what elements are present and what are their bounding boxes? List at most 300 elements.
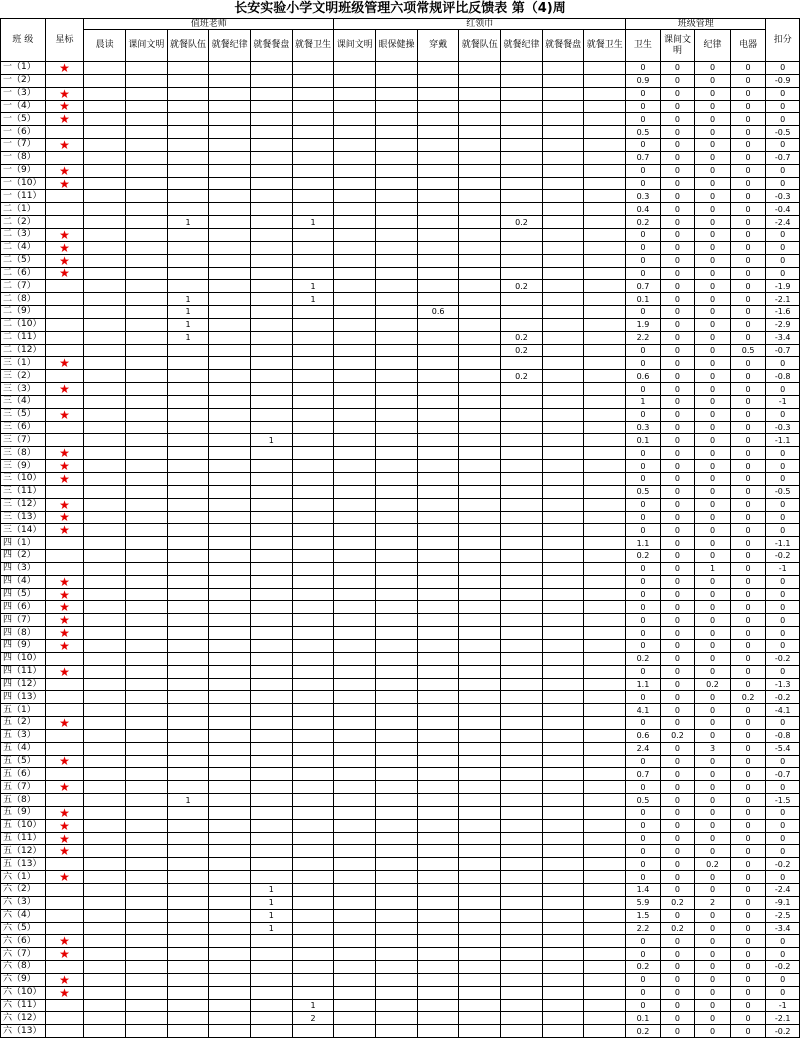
cell — [292, 909, 334, 922]
cell: 0 — [730, 254, 766, 267]
cell — [376, 909, 418, 922]
class-name-cell: 二（5） — [1, 254, 46, 267]
cell — [84, 678, 126, 691]
cell — [376, 177, 418, 190]
cell — [209, 884, 251, 897]
score-cell: -2.4 — [766, 216, 800, 229]
cell: 0 — [730, 575, 766, 588]
cell — [334, 935, 376, 948]
table-row — [1, 781, 800, 794]
cell: 0 — [695, 832, 731, 845]
cell — [292, 832, 334, 845]
cell — [542, 935, 584, 948]
cell — [584, 922, 626, 935]
cell — [334, 717, 376, 730]
cell — [126, 460, 168, 473]
cell — [334, 639, 376, 652]
cell — [84, 524, 126, 537]
cell — [126, 151, 168, 164]
cell — [167, 537, 209, 550]
cell — [209, 408, 251, 421]
class-name-cell: 二（10） — [1, 318, 46, 331]
cell — [84, 331, 126, 344]
class-name-cell: 六（7） — [1, 948, 46, 961]
column-header: 课间文明 — [334, 30, 376, 62]
cell — [126, 1012, 168, 1025]
cell: 0.2 — [660, 896, 695, 909]
cell: 1.5 — [626, 909, 661, 922]
cell — [167, 948, 209, 961]
cell — [376, 601, 418, 614]
cell: 0.1 — [626, 434, 661, 447]
cell: 0 — [626, 177, 661, 190]
cell — [376, 485, 418, 498]
cell — [459, 164, 501, 177]
star-cell — [45, 344, 84, 357]
cell — [84, 473, 126, 486]
table-row — [1, 652, 800, 665]
cell: 0 — [626, 627, 661, 640]
cell — [84, 845, 126, 858]
cell — [84, 383, 126, 396]
star-cell — [45, 318, 84, 331]
cell — [292, 935, 334, 948]
cell — [209, 293, 251, 306]
cell — [251, 665, 293, 678]
class-name-cell: 四（3） — [1, 562, 46, 575]
star-icon: ★ — [45, 588, 84, 601]
star-icon: ★ — [45, 383, 84, 396]
cell: 0.1 — [626, 1012, 661, 1025]
cell — [501, 665, 543, 678]
cell — [542, 383, 584, 396]
cell — [459, 832, 501, 845]
star-icon: ★ — [45, 241, 84, 254]
cell — [584, 537, 626, 550]
cell: 0 — [626, 845, 661, 858]
cell — [376, 203, 418, 216]
cell: 0 — [730, 306, 766, 319]
cell — [334, 216, 376, 229]
cell — [501, 241, 543, 254]
cell — [417, 935, 459, 948]
cell — [376, 871, 418, 884]
cell — [251, 717, 293, 730]
cell — [376, 961, 418, 974]
table-row — [1, 421, 800, 434]
cell — [584, 1012, 626, 1025]
cell — [167, 832, 209, 845]
cell: 1 — [167, 293, 209, 306]
cell — [584, 819, 626, 832]
cell — [459, 434, 501, 447]
table-row — [1, 228, 800, 241]
cell — [292, 447, 334, 460]
cell: 0 — [660, 139, 695, 152]
score-cell: -9.1 — [766, 896, 800, 909]
star-cell — [45, 768, 84, 781]
cell — [501, 678, 543, 691]
table-row — [1, 845, 800, 858]
class-name-cell: 六（12） — [1, 1012, 46, 1025]
cell — [334, 973, 376, 986]
cell — [501, 485, 543, 498]
cell — [251, 62, 293, 75]
cell — [542, 370, 584, 383]
cell — [542, 550, 584, 563]
class-name-cell: 三（12） — [1, 498, 46, 511]
cell — [417, 909, 459, 922]
cell — [126, 704, 168, 717]
cell: 0 — [730, 216, 766, 229]
cell — [459, 896, 501, 909]
cell — [126, 395, 168, 408]
star-icon: ★ — [45, 614, 84, 627]
cell: 2.2 — [626, 331, 661, 344]
star-cell — [45, 280, 84, 293]
cell — [542, 819, 584, 832]
class-name-cell: 四（11） — [1, 665, 46, 678]
cell — [542, 845, 584, 858]
cell — [584, 177, 626, 190]
cell: 0 — [695, 845, 731, 858]
cell: 0 — [730, 87, 766, 100]
cell — [84, 601, 126, 614]
cell — [459, 126, 501, 139]
table-row — [1, 434, 800, 447]
cell: 0 — [730, 627, 766, 640]
cell — [501, 306, 543, 319]
cell: 0 — [730, 601, 766, 614]
cell — [376, 550, 418, 563]
cell — [126, 691, 168, 704]
cell — [584, 691, 626, 704]
cell: 0 — [730, 858, 766, 871]
cell — [126, 768, 168, 781]
cell — [209, 498, 251, 511]
cell — [84, 460, 126, 473]
table-row — [1, 485, 800, 498]
cell: 2 — [695, 896, 731, 909]
cell: 0 — [660, 62, 695, 75]
cell: 0 — [695, 254, 731, 267]
class-name-cell: 六（1） — [1, 871, 46, 884]
cell — [459, 806, 501, 819]
cell — [84, 742, 126, 755]
cell — [209, 1025, 251, 1038]
cell — [501, 1025, 543, 1038]
cell: 0 — [730, 228, 766, 241]
table-row — [1, 678, 800, 691]
cell — [376, 935, 418, 948]
star-icon: ★ — [45, 717, 84, 730]
cell — [542, 473, 584, 486]
cell — [542, 691, 584, 704]
cell — [251, 691, 293, 704]
cell — [126, 935, 168, 948]
cell — [209, 383, 251, 396]
column-header: 就餐餐盘 — [542, 30, 584, 62]
cell: 0.5 — [626, 794, 661, 807]
star-cell — [45, 884, 84, 897]
class-name-cell: 六（8） — [1, 961, 46, 974]
cell — [542, 164, 584, 177]
cell — [459, 447, 501, 460]
cell — [292, 884, 334, 897]
cell — [84, 588, 126, 601]
cell — [251, 948, 293, 961]
star-icon: ★ — [45, 806, 84, 819]
star-cell — [45, 434, 84, 447]
cell — [501, 177, 543, 190]
cell — [376, 460, 418, 473]
class-name-cell: 二（11） — [1, 331, 46, 344]
cell — [167, 151, 209, 164]
table-row — [1, 601, 800, 614]
cell: 0 — [626, 524, 661, 537]
cell: 0 — [660, 383, 695, 396]
cell — [334, 485, 376, 498]
table-row — [1, 588, 800, 601]
class-name-cell: 二（3） — [1, 228, 46, 241]
cell — [167, 139, 209, 152]
score-cell: -2.9 — [766, 318, 800, 331]
cell: 1 — [167, 331, 209, 344]
class-name-cell: 四（8） — [1, 627, 46, 640]
cell — [126, 370, 168, 383]
cell — [209, 717, 251, 730]
cell — [209, 896, 251, 909]
cell — [417, 665, 459, 678]
cell — [84, 447, 126, 460]
cell: 0 — [730, 524, 766, 537]
cell — [459, 742, 501, 755]
cell — [209, 922, 251, 935]
cell — [501, 203, 543, 216]
cell — [167, 421, 209, 434]
star-icon: ★ — [45, 575, 84, 588]
cell — [501, 832, 543, 845]
cell — [376, 562, 418, 575]
cell: 0 — [695, 473, 731, 486]
class-name-cell: 三（3） — [1, 383, 46, 396]
cell: 0.6 — [626, 370, 661, 383]
cell — [292, 395, 334, 408]
cell — [334, 999, 376, 1012]
cell — [459, 768, 501, 781]
cell: 0 — [695, 344, 731, 357]
cell — [126, 434, 168, 447]
cell — [334, 601, 376, 614]
star-cell — [45, 858, 84, 871]
cell — [459, 884, 501, 897]
cell: 0 — [730, 665, 766, 678]
cell — [126, 550, 168, 563]
cell — [417, 511, 459, 524]
cell — [584, 562, 626, 575]
header-group-classmgmt: 班级管理 — [626, 19, 766, 30]
cell — [501, 729, 543, 742]
cell: 0 — [626, 806, 661, 819]
cell: 0 — [730, 460, 766, 473]
cell — [501, 768, 543, 781]
class-name-cell: 四（5） — [1, 588, 46, 601]
cell — [251, 678, 293, 691]
cell — [542, 203, 584, 216]
cell — [126, 948, 168, 961]
cell — [251, 704, 293, 717]
cell — [334, 588, 376, 601]
class-name-cell: 一（2） — [1, 74, 46, 87]
cell — [251, 383, 293, 396]
table-row — [1, 293, 800, 306]
cell — [167, 717, 209, 730]
cell: 0 — [695, 126, 731, 139]
score-cell: -0.7 — [766, 768, 800, 781]
cell — [584, 498, 626, 511]
table-row — [1, 74, 800, 87]
score-cell: 0 — [766, 717, 800, 730]
cell — [417, 1012, 459, 1025]
cell — [417, 717, 459, 730]
cell — [84, 87, 126, 100]
cell — [459, 216, 501, 229]
cell — [542, 498, 584, 511]
table-row — [1, 87, 800, 100]
cell — [251, 421, 293, 434]
star-icon: ★ — [45, 62, 84, 75]
score-cell: -1.1 — [766, 434, 800, 447]
cell — [376, 357, 418, 370]
cell — [542, 1012, 584, 1025]
cell — [584, 652, 626, 665]
cell — [501, 794, 543, 807]
cell: 0 — [730, 318, 766, 331]
cell: 0 — [695, 781, 731, 794]
cell — [417, 241, 459, 254]
cell — [542, 871, 584, 884]
cell — [542, 460, 584, 473]
cell — [292, 948, 334, 961]
star-icon: ★ — [45, 627, 84, 640]
cell — [84, 652, 126, 665]
cell: 0 — [730, 999, 766, 1012]
cell — [334, 884, 376, 897]
class-name-cell: 三（14） — [1, 524, 46, 537]
cell — [417, 961, 459, 974]
cell — [126, 190, 168, 203]
cell — [167, 768, 209, 781]
cell — [292, 524, 334, 537]
table-row — [1, 408, 800, 421]
cell: 0 — [660, 434, 695, 447]
cell: 0 — [730, 819, 766, 832]
star-icon: ★ — [45, 447, 84, 460]
table-row — [1, 100, 800, 113]
cell: 0.2 — [695, 858, 731, 871]
table-row — [1, 742, 800, 755]
table-row — [1, 562, 800, 575]
cell — [84, 216, 126, 229]
cell — [334, 1025, 376, 1038]
cell — [251, 190, 293, 203]
cell — [209, 151, 251, 164]
cell — [584, 1025, 626, 1038]
class-name-cell: 一（3） — [1, 87, 46, 100]
cell — [126, 408, 168, 421]
cell — [417, 267, 459, 280]
cell — [292, 896, 334, 909]
cell — [126, 280, 168, 293]
cell — [417, 806, 459, 819]
cell — [584, 729, 626, 742]
score-cell: 0 — [766, 614, 800, 627]
table-row — [1, 704, 800, 717]
cell — [584, 383, 626, 396]
cell — [417, 254, 459, 267]
cell: 1 — [292, 293, 334, 306]
cell — [376, 62, 418, 75]
cell — [376, 729, 418, 742]
cell — [84, 922, 126, 935]
cell: 0 — [695, 729, 731, 742]
cell — [292, 460, 334, 473]
cell: 0 — [660, 280, 695, 293]
score-cell: 0 — [766, 639, 800, 652]
cell — [209, 267, 251, 280]
cell — [542, 781, 584, 794]
star-cell — [45, 216, 84, 229]
cell: 1 — [251, 884, 293, 897]
cell — [209, 627, 251, 640]
cell — [459, 318, 501, 331]
cell — [167, 241, 209, 254]
cell — [251, 806, 293, 819]
cell — [542, 113, 584, 126]
cell: 0 — [695, 909, 731, 922]
cell — [542, 704, 584, 717]
cell — [209, 280, 251, 293]
cell — [84, 74, 126, 87]
cell: 0 — [626, 511, 661, 524]
cell — [292, 164, 334, 177]
cell — [167, 986, 209, 999]
cell — [251, 742, 293, 755]
score-cell: -0.4 — [766, 203, 800, 216]
cell — [209, 203, 251, 216]
cell — [126, 742, 168, 755]
cell — [251, 935, 293, 948]
star-icon: ★ — [45, 781, 84, 794]
star-cell — [45, 999, 84, 1012]
cell: 0 — [730, 704, 766, 717]
score-cell: 0 — [766, 601, 800, 614]
cell — [334, 1012, 376, 1025]
cell: 0 — [660, 794, 695, 807]
cell — [501, 652, 543, 665]
cell — [292, 241, 334, 254]
cell — [292, 254, 334, 267]
cell — [334, 909, 376, 922]
cell: 0.3 — [626, 190, 661, 203]
star-cell — [45, 151, 84, 164]
cell — [417, 948, 459, 961]
cell: 0 — [730, 717, 766, 730]
cell — [417, 164, 459, 177]
cell — [459, 550, 501, 563]
score-cell: 0 — [766, 845, 800, 858]
cell: 0 — [660, 113, 695, 126]
